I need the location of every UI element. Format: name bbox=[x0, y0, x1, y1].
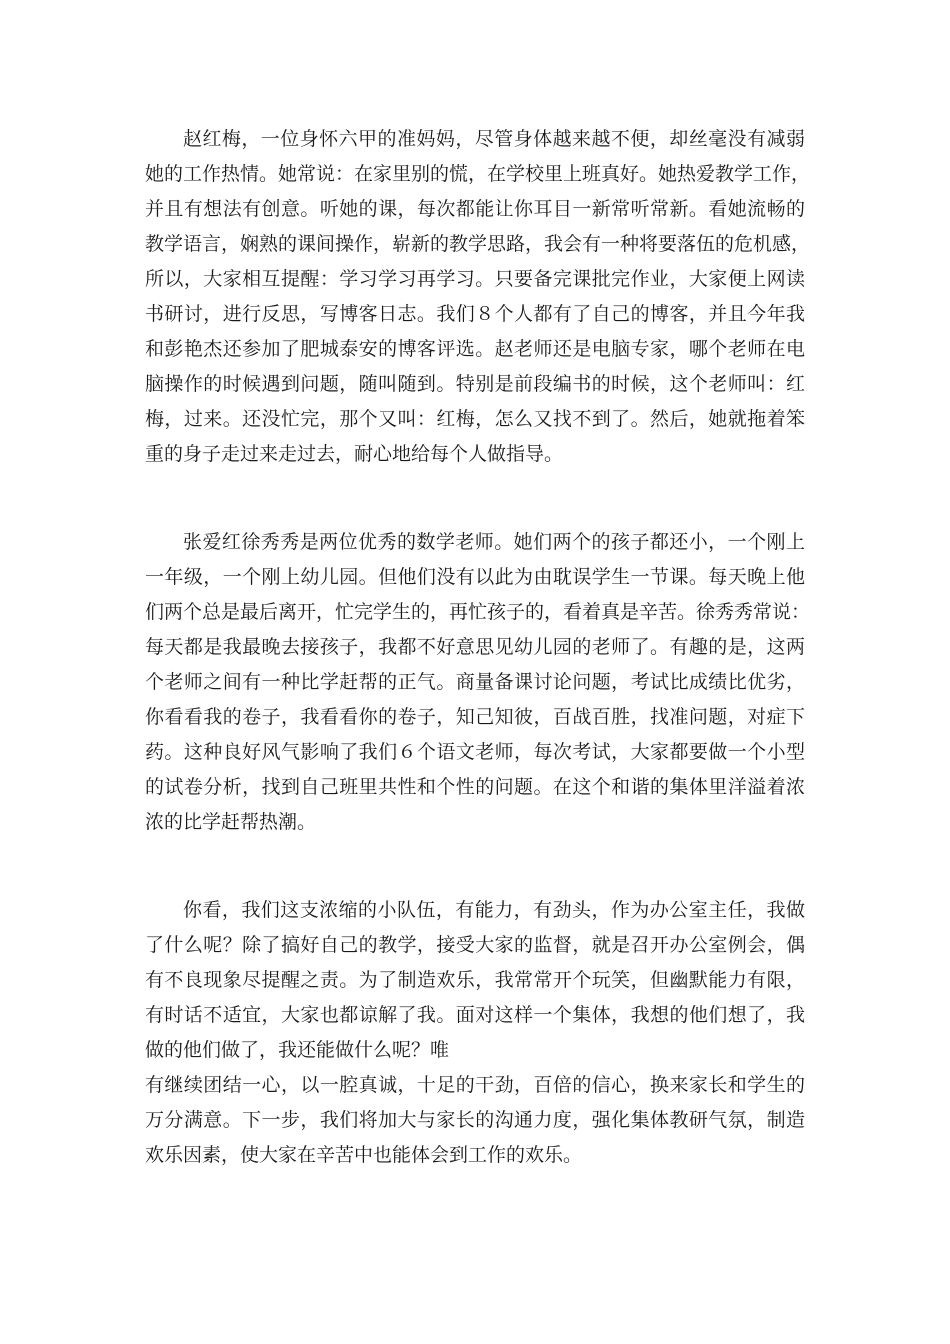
paragraph-1-line-1: 赵红梅，一位身怀六甲的准妈妈，尽管身体越来越不便，却丝毫没有减弱 bbox=[183, 128, 805, 150]
paragraph-3-line-3: 有不良现象尽提醒之责。为了制造欢乐，我常常开个玩笑，但幽默能力有限， bbox=[145, 969, 805, 991]
paragraph-3-line-2: 了什么呢？除了搞好自己的教学，接受大家的监督，就是召开办公室例会，偶 bbox=[145, 934, 805, 956]
paragraph-2-line-5: 个老师之间有一种比学赶帮的正气。商量备课讨论问题，考试比成绩比优劣， bbox=[145, 671, 805, 693]
paragraph-2-line-3: 们两个总是最后离开，忙完学生的，再忙孩子的，看着真是辛苦。徐秀秀常说： bbox=[145, 601, 811, 623]
paragraph-1-line-2: 她的工作热情。她常说：在家里别的慌，在学校里上班真好。她热爱教学工作， bbox=[145, 163, 811, 185]
paragraph-1-line-4: 教学语言，娴熟的课间操作，崭新的教学思路，我会有一种将要落伍的危机感， bbox=[145, 233, 811, 255]
paragraph-2-line-6: 你看看我的卷子，我看看你的卷子，知己知彼，百战百胜，找准问题，对症下 bbox=[145, 706, 805, 728]
paragraph-1-line-3: 并且有想法有创意。听她的课，每次都能让你耳目一新常听常新。看她流畅的 bbox=[145, 198, 805, 220]
paragraph-1-line-9: 梅，过来。还没忙完，那个又叫：红梅，怎么又找不到了。然后，她就拖着笨 bbox=[145, 408, 805, 430]
paragraph-2-line-7: 药。这种良好风气影响了我们６个语文老师，每次考试，大家都要做一个小型 bbox=[145, 741, 805, 763]
paragraph-2-line-2: 一年级，一个刚上幼儿园。但他们没有以此为由耽误学生一节课。每天晚上他 bbox=[145, 566, 805, 588]
paragraph-2-line-1: 张爱红徐秀秀是两位优秀的数学老师。她们两个的孩子都还小，一个刚上 bbox=[183, 531, 805, 553]
paragraph-2-line-9: 浓的比学赶帮热潮。 bbox=[145, 811, 317, 833]
paragraph-3-line-5: 做的他们做了，我还能做什么呢？唯 bbox=[145, 1039, 450, 1061]
paragraph-3-line-1: 你看，我们这支浓缩的小队伍，有能力，有劲头，作为办公室主任，我做 bbox=[183, 899, 805, 921]
paragraph-4-line-3: 欢乐因素，使大家在辛苦中也能体会到工作的欢乐。 bbox=[145, 1144, 583, 1166]
paragraph-1-line-6: 书研讨，进行反思，写博客日志。我们８个人都有了自己的博客，并且今年我 bbox=[145, 303, 805, 325]
paragraph-4-line-2: 万分满意。下一步，我们将加大与家长的沟通力度，强化集体教研气氛，制造 bbox=[145, 1109, 805, 1131]
paragraph-1-line-5: 所以，大家相互提醒：学习学习再学习。只要备完课批完作业，大家便上网读 bbox=[145, 268, 805, 290]
paragraph-1-line-8: 脑操作的时候遇到问题，随叫随到。特别是前段编书的时候，这个老师叫：红 bbox=[145, 373, 805, 395]
paragraph-1-line-7: 和彭艳杰还参加了肥城泰安的博客评选。赵老师还是电脑专家，哪个老师在电 bbox=[145, 338, 805, 360]
paragraph-3-line-4: 有时话不适宜，大家也都谅解了我。面对这样一个集体，我想的他们想了，我 bbox=[145, 1004, 805, 1026]
paragraph-4-line-1: 有继续团结一心，以一腔真诚，十足的干劲，百倍的信心，换来家长和学生的 bbox=[145, 1074, 805, 1096]
paragraph-2-line-4: 每天都是我最晚去接孩子，我都不好意思见幼儿园的老师了。有趣的是，这两 bbox=[145, 636, 805, 658]
paragraph-1-line-10: 重的身子走过来走过去，耐心地给每个人做指导。 bbox=[145, 443, 564, 465]
paragraph-2-line-8: 的试卷分析，找到自己班里共性和个性的问题。在这个和谐的集体里洋溢着浓 bbox=[145, 776, 805, 798]
